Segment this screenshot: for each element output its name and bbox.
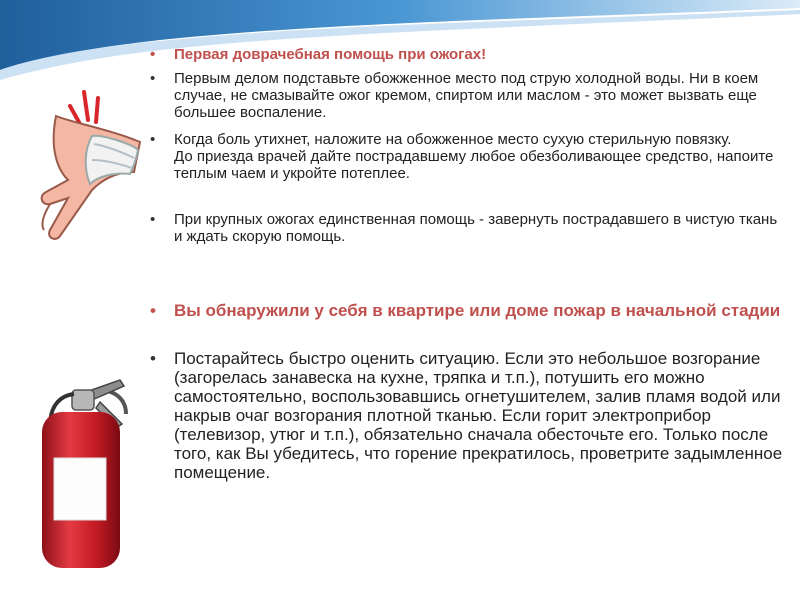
burn-first-aid-heading: • Первая доврачебная помощь при ожогах! bbox=[174, 46, 784, 63]
burn-bullet-large-burns: • При крупных ожогах единственная помощь - завернуть пострадавшего в чистую ткань и ждать скорую помощь. bbox=[174, 211, 784, 245]
fire-extinguisher-icon bbox=[28, 372, 138, 572]
fire-heading: • Вы обнаружили у себя в квартире или доме пожар в начальной стадии bbox=[174, 301, 784, 320]
burn-bullet-bandage bbox=[174, 131, 784, 182]
burn-bullet-cold-water: • Первым делом подставьте обожженное место под струю холодной воды. Ни в коем случае, не смазывайте ожог кремом, спиртом или маслом - это может вызвать еще большее воспаление. bbox=[174, 70, 784, 121]
fire-bullet-assess: • Постарайтесь быстро оценить ситуацию. Если это небольшое возгорание (загорелась занавеска на кухне, тряпка и т.п.), потушить его можно самостоятельно, воспользовавшись огнетушителем, залив пламя водой или накрыв очаг возгорания плотной тканью. Если горит электроприбор (телевизор, утюг и т.п.), обязательно сначала обесточьте его. Только после того, как Вы убедитесь, что горение прекратилось, проветрите задымленное помещение. bbox=[174, 349, 784, 482]
burn-bullet-painkiller-text: До приезда врачей дайте пострадавшему любое обезболивающее средство, напоите теплым чаем и укройте потеплее. bbox=[174, 148, 774, 182]
burn-bullet-bandage-text: Когда боль утихнет, наложите на обожженное место сухую стерильную повязку. bbox=[174, 131, 732, 148]
burned-hand-icon bbox=[22, 86, 150, 256]
